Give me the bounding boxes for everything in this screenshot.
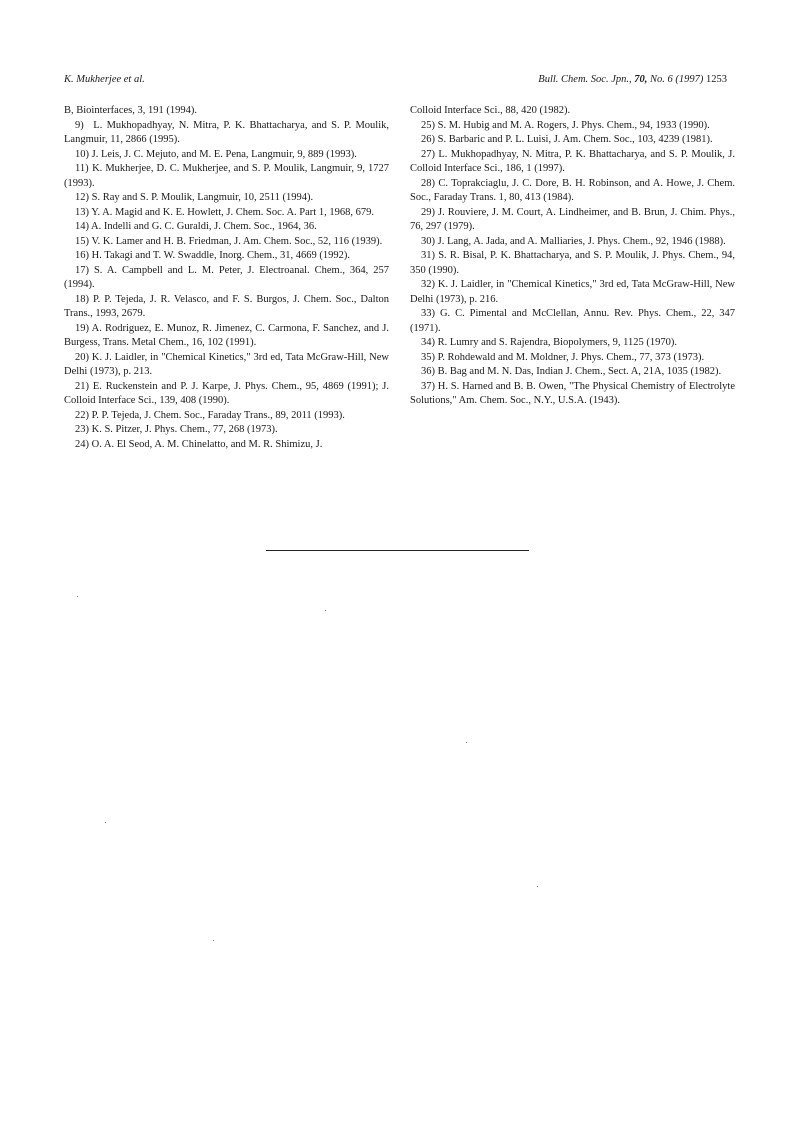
reference-text: B. Bag and M. N. Das, Indian J. Chem., Sect. A, 21A, 1035 (1982). bbox=[437, 366, 722, 377]
reference-entry bbox=[410, 235, 735, 250]
reference-text: C. Toprakciaglu, J. C. Dore, B. H. Robinson, and A. Howe, J. Chem. Soc., Faraday Trans. 1, 80, 413 (1984). bbox=[410, 177, 736, 203]
reference-number: 35) bbox=[421, 351, 435, 363]
reference-number: 16) bbox=[75, 250, 89, 261]
journal-volume: 70, bbox=[634, 74, 648, 85]
reference-number: 32) bbox=[421, 279, 435, 290]
reference-text: J. Rouviere, J. M. Court, A. Lindheimer, and B. Brun, J. Chim. Phys., 76, 297 (1979). bbox=[410, 206, 735, 232]
reference-entry bbox=[64, 162, 389, 191]
reference-number: 27) bbox=[421, 148, 435, 160]
reference-number: 34) bbox=[421, 337, 435, 348]
reference-entry bbox=[64, 264, 389, 293]
scan-speck bbox=[466, 742, 467, 743]
reference-number: 17) bbox=[75, 264, 89, 276]
reference-entry bbox=[64, 235, 389, 250]
reference-entry bbox=[410, 307, 735, 336]
running-header-authors: K. Mukherjee et al. bbox=[64, 74, 145, 85]
reference-text: S. Ray and S. P. Moulik, Langmuir, 10, 2511 (1994). bbox=[91, 192, 314, 203]
reference-number: 24) bbox=[75, 438, 89, 450]
reference-text: P. Rohdewald and M. Moldner, J. Phys. Chem., 77, 373 (1973). bbox=[437, 351, 705, 363]
reference-text: S. R. Bisal, P. K. Bhattacharya, and S. P. Moulik, J. Phys. Chem., 94, 350 (1990). bbox=[410, 250, 736, 276]
reference-text: A. Rodriguez, E. Munoz, R. Jimenez, C. Carmona, F. Sanchez, and J. Burgess, Trans. Metal Chem., 16, 102 (1991). bbox=[64, 322, 390, 348]
reference-entry bbox=[64, 249, 389, 264]
reference-number: 18) bbox=[75, 293, 89, 305]
reference-number: 33) bbox=[421, 308, 435, 319]
scan-speck bbox=[537, 886, 538, 887]
reference-text: J. Lang, A. Jada, and A. Malliaries, J. Phys. Chem., 92, 1946 (1988). bbox=[437, 235, 726, 247]
page-number: 1253 bbox=[706, 74, 727, 85]
reference-entry bbox=[64, 191, 389, 206]
scan-speck bbox=[77, 596, 78, 597]
reference-number: 9) bbox=[75, 119, 84, 131]
reference-entry bbox=[64, 206, 389, 221]
reference-entry bbox=[410, 351, 735, 366]
reference-number: 30) bbox=[421, 235, 435, 247]
reference-entry bbox=[64, 220, 389, 235]
reference-entry bbox=[410, 249, 735, 278]
reference-entry bbox=[64, 438, 389, 453]
reference-text: E. Ruckenstein and P. J. Karpe, J. Phys. Chem., 95, 4869 (1991); J. Colloid Interface Sci., 139, 408 (1990). bbox=[64, 380, 389, 406]
reference-number: 11) bbox=[75, 163, 89, 174]
reference-text: Colloid Interface Sci., 88, 420 (1982). bbox=[410, 105, 571, 116]
reference-number: 28) bbox=[421, 177, 435, 189]
reference-number: 26) bbox=[421, 134, 435, 145]
reference-text: K. Mukherjee, D. C. Mukherjee, and S. P. Moulik, Langmuir, 9, 1727 (1993). bbox=[64, 163, 390, 189]
reference-text: K. J. Laidler, in "Chemical Kinetics," 3rd ed, Tata McGraw-Hill, New Delhi (1973), p. 213. bbox=[64, 351, 389, 377]
reference-entry bbox=[64, 104, 389, 119]
reference-entry bbox=[410, 365, 735, 380]
reference-text: G. C. Pimental and McClellan, Annu. Rev. Phys. Chem., 22, 347 (1971). bbox=[410, 308, 736, 334]
reference-entry bbox=[410, 119, 735, 134]
reference-text: H. Takagi and T. W. Swaddle, Inorg. Chem., 31, 4669 (1992). bbox=[91, 250, 350, 261]
references-right-column bbox=[410, 104, 735, 409]
journal-issue: No. 6 (1997) bbox=[650, 74, 704, 85]
reference-number: 23) bbox=[75, 424, 89, 435]
reference-entry bbox=[410, 104, 735, 119]
reference-text: S. M. Hubig and M. A. Rogers, J. Phys. Chem., 94, 1933 (1990). bbox=[437, 119, 710, 131]
running-header-journal bbox=[538, 74, 727, 85]
end-of-article-rule bbox=[266, 550, 529, 551]
reference-text: K. S. Pitzer, J. Phys. Chem., 77, 268 (1973). bbox=[91, 424, 278, 435]
reference-entry bbox=[64, 351, 389, 380]
reference-number: 31) bbox=[421, 250, 435, 261]
reference-entry bbox=[64, 409, 389, 424]
reference-number: 15) bbox=[75, 235, 89, 247]
reference-number: 12) bbox=[75, 192, 89, 203]
reference-entry bbox=[410, 133, 735, 148]
reference-text: B, Biointerfaces, 3, 191 (1994). bbox=[64, 105, 197, 116]
reference-text: R. Lumry and S. Rajendra, Biopolymers, 9, 1125 (1970). bbox=[437, 337, 677, 348]
reference-number: 25) bbox=[421, 119, 435, 131]
reference-entry bbox=[410, 336, 735, 351]
reference-text: J. Leis, J. C. Mejuto, and M. E. Pena, Langmuir, 9, 889 (1993). bbox=[91, 148, 357, 160]
reference-text: O. A. El Seod, A. M. Chinelatto, and M. R. Shimizu, J. bbox=[91, 438, 323, 450]
reference-text: L. Mukhopadhyay, N. Mitra, P. K. Bhattacharya, and S. P. Moulik, Langmuir, 11, 2866 (1995). bbox=[64, 119, 390, 145]
scan-speck bbox=[105, 822, 106, 823]
reference-entry bbox=[410, 206, 735, 235]
reference-entry bbox=[64, 119, 389, 148]
reference-number: 14) bbox=[75, 221, 89, 232]
reference-text: P. P. Tejeda, J. Chem. Soc., Faraday Trans., 89, 2011 (1993). bbox=[91, 409, 345, 421]
scan-speck bbox=[325, 610, 326, 611]
reference-number: 29) bbox=[421, 206, 435, 218]
reference-entry bbox=[64, 380, 389, 409]
journal-name: Bull. Chem. Soc. Jpn., bbox=[538, 74, 632, 85]
reference-text: S. A. Campbell and L. M. Peter, J. Electroanal. Chem., 364, 257 (1994). bbox=[64, 264, 389, 290]
reference-entry bbox=[410, 148, 735, 177]
reference-entry bbox=[410, 278, 735, 307]
reference-entry bbox=[64, 293, 389, 322]
reference-number: 13) bbox=[75, 206, 89, 218]
reference-text: L. Mukhopadhyay, N. Mitra, P. K. Bhattacharya, and S. P. Moulik, J. Colloid Interface Sci., 186, 1 (1997). bbox=[410, 148, 735, 174]
reference-text: Y. A. Magid and K. E. Howlett, J. Chem. Soc. A. Part 1, 1968, 679. bbox=[91, 206, 374, 218]
reference-number: 36) bbox=[421, 366, 435, 377]
reference-text: S. Barbaric and P. L. Luisi, J. Am. Chem. Soc., 103, 4239 (1981). bbox=[437, 134, 713, 145]
reference-text: V. K. Lamer and H. B. Friedman, J. Am. Chem. Soc., 52, 116 (1939). bbox=[91, 235, 383, 247]
reference-number: 22) bbox=[75, 409, 89, 421]
references-left-column bbox=[64, 104, 389, 452]
reference-entry bbox=[64, 322, 389, 351]
reference-number: 37) bbox=[421, 380, 435, 392]
reference-entry bbox=[64, 423, 389, 438]
reference-entry bbox=[64, 148, 389, 163]
reference-number: 19) bbox=[75, 322, 89, 334]
reference-entry bbox=[410, 177, 735, 206]
reference-text: K. J. Laidler, in "Chemical Kinetics," 3rd ed, Tata McGraw-Hill, New Delhi (1973), p. 216. bbox=[410, 279, 735, 305]
reference-text: P. P. Tejeda, J. R. Velasco, and F. S. Burgos, J. Chem. Soc., Dalton Trans., 1993, 2679. bbox=[64, 293, 390, 319]
reference-entry bbox=[410, 380, 735, 409]
scan-speck bbox=[213, 940, 214, 941]
reference-number: 10) bbox=[75, 148, 89, 160]
reference-number: 20) bbox=[75, 351, 89, 363]
reference-text: H. S. Harned and B. B. Owen, "The Physical Chemistry of Electrolyte Solutions," Am. Chem. Soc., N.Y., U.S.A. (1943). bbox=[410, 380, 735, 406]
reference-text: A. Indelli and G. C. Guraldi, J. Chem. Soc., 1964, 36. bbox=[91, 221, 317, 232]
reference-number: 21) bbox=[75, 380, 89, 392]
